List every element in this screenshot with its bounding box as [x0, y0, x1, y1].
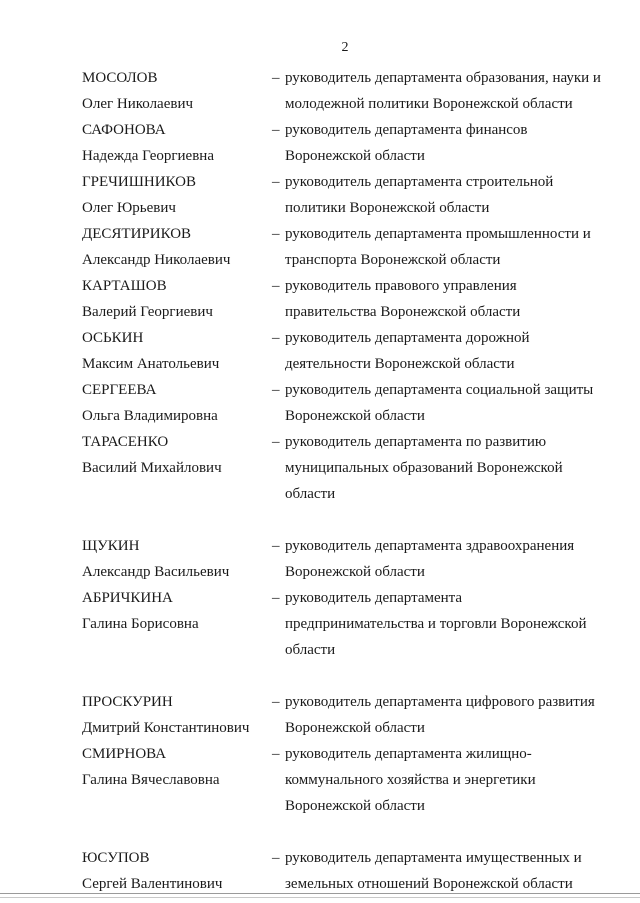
role-line: транспорта Воронежской области: [285, 252, 501, 268]
dash: –: [272, 746, 280, 762]
role-line: деятельности Воронежской области: [285, 356, 515, 372]
list-entry: [82, 325, 622, 377]
role-line: руководитель департамента строительной: [285, 174, 554, 190]
dash: –: [272, 850, 280, 866]
surname: ОСЬКИН: [82, 330, 144, 346]
list-entry: [82, 741, 622, 819]
position-description: [272, 533, 622, 585]
position-description: [272, 65, 622, 117]
role-line: области: [285, 486, 336, 502]
scan-edge-line: [0, 897, 640, 898]
given-names: Сергей Валентинович: [82, 876, 223, 892]
person-name: [82, 845, 272, 897]
dash: –: [272, 330, 280, 346]
position-description: [272, 169, 622, 221]
list-entry: [82, 429, 622, 507]
role-line: Воронежской области: [285, 798, 425, 814]
given-names: Галина Вячеславовна: [82, 772, 220, 788]
surname: КАРТАШОВ: [82, 278, 167, 294]
list-entry: [82, 377, 622, 429]
role-line: молодежной политики Воронежской области: [285, 96, 573, 112]
position-description: [272, 845, 622, 897]
role-line: области: [285, 642, 336, 658]
surname: ГРЕЧИШНИКОВ: [82, 174, 197, 190]
person-name: [82, 117, 272, 169]
position-description: [272, 325, 622, 377]
person-name: [82, 221, 272, 273]
person-name: [82, 585, 272, 663]
position-description: [272, 689, 622, 741]
dash: –: [272, 382, 280, 398]
surname: ЩУКИН: [82, 538, 140, 554]
dash: –: [272, 538, 280, 554]
person-name: [82, 741, 272, 819]
role-line: Воронежской области: [285, 408, 425, 424]
role-line: руководитель департамента здравоохранения: [285, 538, 575, 554]
list-entry: [82, 117, 622, 169]
surname: ПРОСКУРИН: [82, 694, 173, 710]
list-gap: [82, 507, 622, 533]
dash: –: [272, 122, 280, 138]
list-entry: [82, 273, 622, 325]
person-name: [82, 325, 272, 377]
given-names: Василий Михайлович: [82, 460, 222, 476]
surname: АБРИЧКИНА: [82, 590, 173, 606]
role-line: руководитель департамента образования, науки и: [285, 70, 601, 86]
page-number: 2: [341, 40, 349, 55]
surname: САФОНОВА: [82, 122, 166, 138]
role-line: Воронежской области: [285, 720, 425, 736]
role-line: руководитель правового управления: [285, 278, 517, 294]
position-description: [272, 221, 622, 273]
role-line: коммунального хозяйства и энергетики: [285, 772, 536, 788]
dash: –: [272, 434, 280, 450]
person-name: [82, 65, 272, 117]
dash: –: [272, 226, 280, 242]
person-name: [82, 533, 272, 585]
given-names: Александр Васильевич: [82, 564, 230, 580]
given-names: Валерий Георгиевич: [82, 304, 213, 320]
role-line: руководитель департамента дорожной: [285, 330, 530, 346]
dash: –: [272, 590, 280, 606]
surname: СЕРГЕЕВА: [82, 382, 157, 398]
role-line: руководитель департамента жилищно-: [285, 746, 532, 762]
position-description: [272, 585, 622, 663]
list-gap: [82, 819, 622, 845]
dash: –: [272, 174, 280, 190]
scan-edge-line: [0, 893, 640, 894]
person-name: [82, 377, 272, 429]
given-names: Александр Николаевич: [82, 252, 231, 268]
position-description: [272, 429, 622, 507]
role-line: руководитель департамента социальной защиты: [285, 382, 594, 398]
officials-list: [82, 65, 622, 897]
position-description: [272, 117, 622, 169]
position-description: [272, 273, 622, 325]
given-names: Олег Николаевич: [82, 96, 194, 112]
role-line: Воронежской области: [285, 148, 425, 164]
role-line: руководитель департамента имущественных и: [285, 850, 582, 866]
given-names: Максим Анатольевич: [82, 356, 220, 372]
role-line: руководитель департамента: [285, 590, 463, 606]
role-line: муниципальных образований Воронежской: [285, 460, 563, 476]
surname: МОСОЛОВ: [82, 70, 158, 86]
surname: ЮСУПОВ: [82, 850, 150, 866]
given-names: Ольга Владимировна: [82, 408, 218, 424]
list-entry: [82, 585, 622, 663]
position-description: [272, 377, 622, 429]
role-line: руководитель департамента по развитию: [285, 434, 547, 450]
list-gap: [82, 663, 622, 689]
list-entry: [82, 221, 622, 273]
role-line: руководитель департамента промышленности и: [285, 226, 591, 242]
given-names: Олег Юрьевич: [82, 200, 176, 216]
list-entry: [82, 533, 622, 585]
role-line: предпринимательства и торговли Воронежской: [285, 616, 587, 632]
given-names: Дмитрий Константинович: [82, 720, 250, 736]
surname: ДЕСЯТИРИКОВ: [82, 226, 192, 242]
position-description: [272, 741, 622, 819]
person-name: [82, 169, 272, 221]
role-line: руководитель департамента цифрового развития: [285, 694, 595, 710]
person-name: [82, 273, 272, 325]
given-names: Надежда Георгиевна: [82, 148, 214, 164]
given-names: Галина Борисовна: [82, 616, 199, 632]
role-line: земельных отношений Воронежской области: [285, 876, 573, 892]
list-entry: [82, 689, 622, 741]
dash: –: [272, 70, 280, 86]
list-entry: [82, 65, 622, 117]
surname: ТАРАСЕНКО: [82, 434, 169, 450]
list-entry: [82, 845, 622, 897]
dash: –: [272, 278, 280, 294]
dash: –: [272, 694, 280, 710]
person-name: [82, 429, 272, 507]
role-line: правительства Воронежской области: [285, 304, 521, 320]
role-line: руководитель департамента финансов: [285, 122, 528, 138]
role-line: Воронежской области: [285, 564, 425, 580]
person-name: [82, 689, 272, 741]
role-line: политики Воронежской области: [285, 200, 490, 216]
surname: СМИРНОВА: [82, 746, 167, 762]
list-entry: [82, 169, 622, 221]
